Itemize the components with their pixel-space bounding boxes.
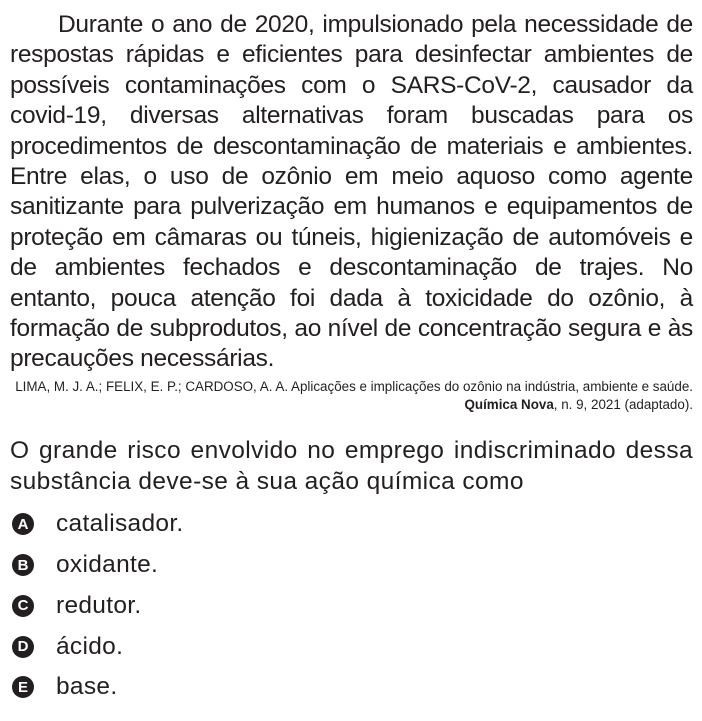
option-e-text: base. <box>56 673 118 701</box>
option-c-letter-badge: C <box>12 595 34 617</box>
option-c-text: redutor. <box>56 591 142 619</box>
option-c[interactable] <box>10 585 693 626</box>
option-b[interactable] <box>10 545 693 586</box>
option-a-letter-badge: A <box>12 513 34 535</box>
option-d-text: ácido. <box>56 632 124 660</box>
option-a-text: catalisador. <box>56 510 184 538</box>
option-d[interactable] <box>10 626 693 667</box>
citation-journal: Química Nova <box>464 396 554 412</box>
option-d-letter-badge: D <box>12 636 34 658</box>
option-b-letter-badge: B <box>12 554 34 576</box>
citation-details: , n. 9, 2021 (adaptado). <box>553 396 693 412</box>
citation <box>10 378 693 414</box>
question-stem: O grande risco envolvido no emprego indiscriminado dessa substância deve-se à sua ação química como <box>10 436 693 496</box>
option-a[interactable] <box>10 504 693 545</box>
option-e-letter-badge: E <box>12 676 34 698</box>
passage-text: Durante o ano de 2020, impulsionado pela necessidade de respostas rápidas e eficientes para desinfectar ambientes de possíveis contaminações com o SARS-CoV-2, causador da covid-19, diversas alternativas foram buscadas para os procedimentos de descontaminação de materiais e ambientes. Entre elas, o uso de ozônio em meio aquoso como agente sanitizante para pulverização em humanos e equipamentos de proteção em câmaras ou túneis, higienização de automóveis e de ambientes fechados e descontaminação de trajes. No entanto, pouca atenção foi dada à toxicidade do ozônio, à formação de subprodutos, ao nível de concentração segura e às precauções necessárias. <box>10 11 693 373</box>
option-e[interactable] <box>10 667 693 708</box>
option-b-text: oxidante. <box>56 551 159 579</box>
answer-options <box>10 504 693 708</box>
citation-authors: LIMA, M. J. A.; FELIX, E. P.; CARDOSO, A. A. Aplicações e implicações do ozônio na indústria, ambiente e saúde. <box>15 378 693 394</box>
